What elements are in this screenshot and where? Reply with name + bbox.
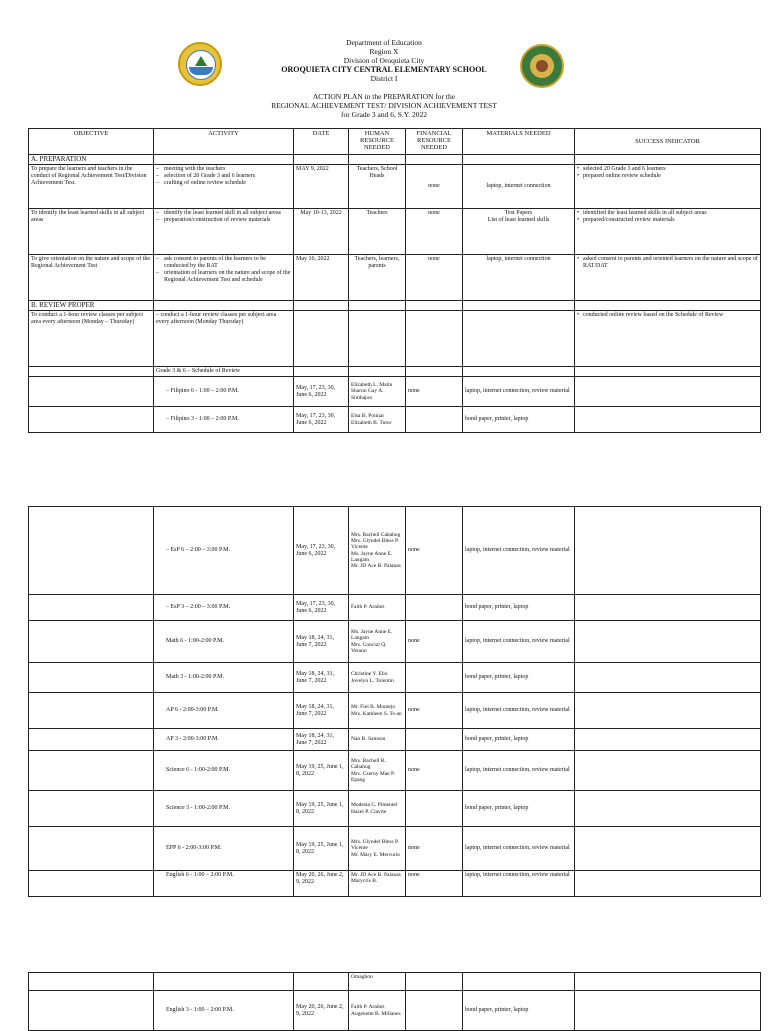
subject-cell: – Filipino 3 - 1:00 – 2:00 P.M. xyxy=(154,407,294,433)
success-item: • conducted online review based on the Schedule of Review xyxy=(577,312,758,319)
date-cell: May 18, 24, 31, June 7, 2022 xyxy=(294,729,349,751)
activity-item: – selection of 20 Grade 3 and 6 learners xyxy=(156,173,291,180)
table-row xyxy=(29,507,761,595)
subject-cell: – Filipino 6 - 1:00 – 2:00 P.M. xyxy=(154,377,294,407)
financial-cell xyxy=(406,595,463,621)
header-line: Region X xyxy=(369,47,399,56)
financial-cell: none xyxy=(406,621,463,663)
subject-cell: AP 3 - 2:00-3:00 P.M. xyxy=(154,729,294,751)
column-header: SUCCESS INDICATOR xyxy=(575,129,761,155)
objective-cell: To give orientation on the nature and scope of the Regional Achievement Test xyxy=(29,255,154,301)
human-resource-cell: Mr. Fiel B. Montejo Mrs. Kathleen S. Ts-an xyxy=(349,693,406,729)
materials-cell: laptop, internet connection xyxy=(463,255,575,301)
human-resource-cell: Teachers, School Heads xyxy=(349,165,406,209)
schedule-table-continued xyxy=(28,972,761,1031)
table-row xyxy=(29,209,761,255)
materials-cell: bond paper, printer, laptop xyxy=(463,729,575,751)
subject-cell: Science 3 - 1:00-2:00 P.M. xyxy=(154,791,294,827)
table-row xyxy=(29,165,761,209)
success-cell xyxy=(575,165,761,209)
column-header: FINANCIAL RESOURCE NEEDED xyxy=(406,129,463,155)
success-item: • selected 20 Grade 3 and 6 learners xyxy=(577,166,758,173)
subject-cell: English 3 - 1:00 – 2:00 P.M. xyxy=(154,991,294,1031)
financial-cell: none xyxy=(406,209,463,255)
human-resource-cell: Modesta C. Pimentel Hazel P. Clavite xyxy=(349,791,406,827)
materials-cell: Test Papers List of least learned skills xyxy=(463,209,575,255)
success-cell xyxy=(575,209,761,255)
financial-cell xyxy=(406,407,463,433)
subject-cell: EPP 6 - 2:00-3:00 P.M. xyxy=(154,827,294,871)
date-cell: May 10-13, 2022 xyxy=(294,209,349,255)
objective-cell: To prepare the learners and teachers in the conduct of Regional Achievement Test/Division Achievement Test. xyxy=(29,165,154,209)
financial-cell: none xyxy=(406,871,463,897)
date-cell: May 20, 26, June 2, 9, 2022 xyxy=(294,991,349,1031)
date-cell: May 16, 2022 xyxy=(294,255,349,301)
success-item: • asked consent to parents and oriented learners on the nature and scope of RAT/DAT xyxy=(577,256,758,270)
table-row xyxy=(29,751,761,791)
human-resource-cell: Mrs. Glyndel Bless P. Vicente Mr. Mary E. Mercurio xyxy=(349,827,406,871)
table-row xyxy=(29,621,761,663)
success-item: • identified the least learned skills in all subject areas xyxy=(577,210,758,217)
materials-cell: laptop, internet connection, review material xyxy=(463,827,575,871)
financial-cell xyxy=(406,991,463,1031)
subject-cell: Math 3 - 1:00-2:00 P.M. xyxy=(154,663,294,693)
header-line: Department of Education xyxy=(346,38,422,47)
date-cell: May 19, 25, June 1, 8, 2022 xyxy=(294,751,349,791)
table-row xyxy=(29,407,761,433)
success-item: • prepared/constructed review materials xyxy=(577,217,758,224)
table-row xyxy=(29,973,761,991)
column-header: ACTIVITY xyxy=(154,129,294,155)
table-row xyxy=(29,595,761,621)
column-header: HUMAN RESOURCE NEEDED xyxy=(349,129,406,155)
column-header: DATE xyxy=(294,129,349,155)
document-title: for Grade 3 and 6, S.Y. 2022 xyxy=(341,110,427,119)
date-cell: May, 17, 23, 30, June 6, 2022 xyxy=(294,595,349,621)
subject-cell: – EsP 6 – 2:00 – 3:00 P.M. xyxy=(154,507,294,595)
school-name: OROQUIETA CITY CENTRAL ELEMENTARY SCHOOL xyxy=(281,65,487,74)
schedule-caption: Grade 3 & 6 – Schedule of Review xyxy=(154,367,294,377)
subject-cell: Science 6 - 1:00-2:00 P.M. xyxy=(154,751,294,791)
objective-cell: To identify the least learned skills in all subject areas xyxy=(29,209,154,255)
human-resource-cell: Nan B. Samson xyxy=(349,729,406,751)
human-resource-cell: Christine Y. Elio Jovelyn L. Tolentin xyxy=(349,663,406,693)
financial-cell: none xyxy=(406,377,463,407)
table-row xyxy=(29,311,761,367)
financial-cell xyxy=(406,729,463,751)
materials-cell: laptop, internet connection, review material xyxy=(463,507,575,595)
section-title: B. REVIEW PROPER xyxy=(29,301,154,311)
activity-item: – identify the least learned skill in all subject areas xyxy=(156,210,291,217)
human-resource-cell: Elsa B. Polinar Elizabeth B. Tutor xyxy=(349,407,406,433)
table-row xyxy=(29,729,761,751)
table-row xyxy=(29,791,761,827)
date-cell: May 20, 26, June 2, 9, 2022 xyxy=(294,871,349,897)
column-header: MATERIALS NEEDED xyxy=(463,129,575,155)
human-resource-cell: Faith P. Arañez xyxy=(349,595,406,621)
date-cell: May 19, 25, June 1, 8, 2022 xyxy=(294,791,349,827)
materials-cell: laptop, internet connection, review material xyxy=(463,871,575,897)
human-resource-cell: Mrs. Rachell R. Cabahug Mrs. Czerny Mae P. Epang xyxy=(349,751,406,791)
materials-cell: bond paper, printer, laptop xyxy=(463,595,575,621)
financial-cell: none xyxy=(406,827,463,871)
activity-cell: – conduct a 1-hour review classes per subject area every afternoon (Monday Thursday) xyxy=(154,311,294,367)
subject-cell: Math 6 - 1:00-2:00 P.M. xyxy=(154,621,294,663)
success-cell xyxy=(575,255,761,301)
materials-cell: laptop, internet connection, review material xyxy=(463,751,575,791)
human-resource-cell: Mr. JD Ace B. Palanas Marycris B. xyxy=(349,871,406,897)
date-cell: May, 17, 23, 30, June 6, 2022 xyxy=(294,507,349,595)
activity-cell xyxy=(154,209,294,255)
financial-cell: none xyxy=(406,507,463,595)
financial-cell: none xyxy=(406,693,463,729)
financial-cell xyxy=(406,791,463,827)
materials-cell: bond paper, printer, laptop xyxy=(463,663,575,693)
table-row xyxy=(29,377,761,407)
human-resource-cell: Ms. Jayne Anne E. Langam Mrs. Concizl Q. Verano xyxy=(349,621,406,663)
document-header xyxy=(0,38,768,119)
column-header: OBJECTIVE xyxy=(29,129,154,155)
human-resource-cell: Mrs. Rachell Cabahug Mrs. Glyndel Bless P. Vicente Ms. Jayne Anne E. Langam Mr. JD Ace B. Palanas xyxy=(349,507,406,595)
human-resource-cell: Faith P. Arañez Angenette B. Millanes xyxy=(349,991,406,1031)
financial-cell: none xyxy=(406,751,463,791)
table-header-row xyxy=(29,129,761,155)
activity-item: – preparation/construction of review materials xyxy=(156,217,291,224)
table-row xyxy=(29,991,761,1031)
materials-cell: bond paper, printer, laptop xyxy=(463,791,575,827)
schedule-table xyxy=(28,506,761,897)
date-cell: May, 17, 23, 30, June 6, 2022 xyxy=(294,407,349,433)
human-resource-cell: Teachers, learners, parents xyxy=(349,255,406,301)
human-resource-cell: Teachers xyxy=(349,209,406,255)
activity-item: – crafting of online review schedule xyxy=(156,180,291,187)
human-resource-cell: Omagbon xyxy=(349,973,406,991)
date-cell: May 18, 24, 31, June 7, 2022 xyxy=(294,693,349,729)
table-row xyxy=(29,827,761,871)
section-row xyxy=(29,155,761,165)
document-title: REGIONAL ACHIEVEMENT TEST/ DIVISION ACHIEVEMENT TEST xyxy=(271,101,497,110)
action-plan-table xyxy=(28,128,761,433)
activity-cell xyxy=(154,255,294,301)
materials-cell: laptop, internet connection xyxy=(463,165,575,209)
financial-cell xyxy=(406,663,463,693)
activity-item: – meeting with the teachers xyxy=(156,166,291,173)
date-cell: MAY 9, 2022 xyxy=(294,165,349,209)
activity-item: – ask consent to parents of the learners to be conducted by the RAT xyxy=(156,256,291,270)
subject-cell: English 6 - 1:00 – 2:00 P.M. xyxy=(154,871,294,897)
financial-cell: none xyxy=(406,165,463,209)
materials-cell: laptop, internet connection, review material xyxy=(463,621,575,663)
subject-cell: AP 6 - 2:00-3:00 P.M. xyxy=(154,693,294,729)
schedule-caption-row xyxy=(29,367,761,377)
date-cell: May, 17, 23, 30, June 6, 2022 xyxy=(294,377,349,407)
human-resource-cell: Elizabeth L. Matin Sharon Gay A. Simbajon xyxy=(349,377,406,407)
table-row xyxy=(29,255,761,301)
subject-cell: – EsP 3 – 2:00 – 3:00 P.M. xyxy=(154,595,294,621)
materials-cell: bond paper, printer, laptop xyxy=(463,991,575,1031)
objective-cell: To conduct a 1-hour review classes per subject area every afternoon (Monday – Thursday) xyxy=(29,311,154,367)
table-row xyxy=(29,663,761,693)
section-row xyxy=(29,301,761,311)
financial-cell: none xyxy=(406,255,463,301)
table-row xyxy=(29,693,761,729)
date-cell: May 19, 25, June 1, 8, 2022 xyxy=(294,827,349,871)
materials-cell: laptop, internet connection, review material xyxy=(463,377,575,407)
date-cell: May 18, 24, 31, June 7, 2022 xyxy=(294,621,349,663)
activity-cell xyxy=(154,165,294,209)
materials-cell: bond paper, printer, laptop xyxy=(463,407,575,433)
table-row xyxy=(29,871,761,897)
materials-cell: laptop, internet connection, review material xyxy=(463,693,575,729)
success-item: • prepared online review schedule xyxy=(577,173,758,180)
activity-item: – orientation of learners on the nature and scope of the Regional Achievement Test and schedule xyxy=(156,270,291,284)
success-cell xyxy=(575,311,761,367)
date-cell: May 18, 24, 31, June 7, 2022 xyxy=(294,663,349,693)
header-line: Division of Oroquieta City xyxy=(343,56,425,65)
header-line: District I xyxy=(370,74,398,83)
section-title: A. PREPARATION xyxy=(29,155,154,165)
document-title: ACTION PLAN in the PREPARATION for the xyxy=(312,92,456,101)
